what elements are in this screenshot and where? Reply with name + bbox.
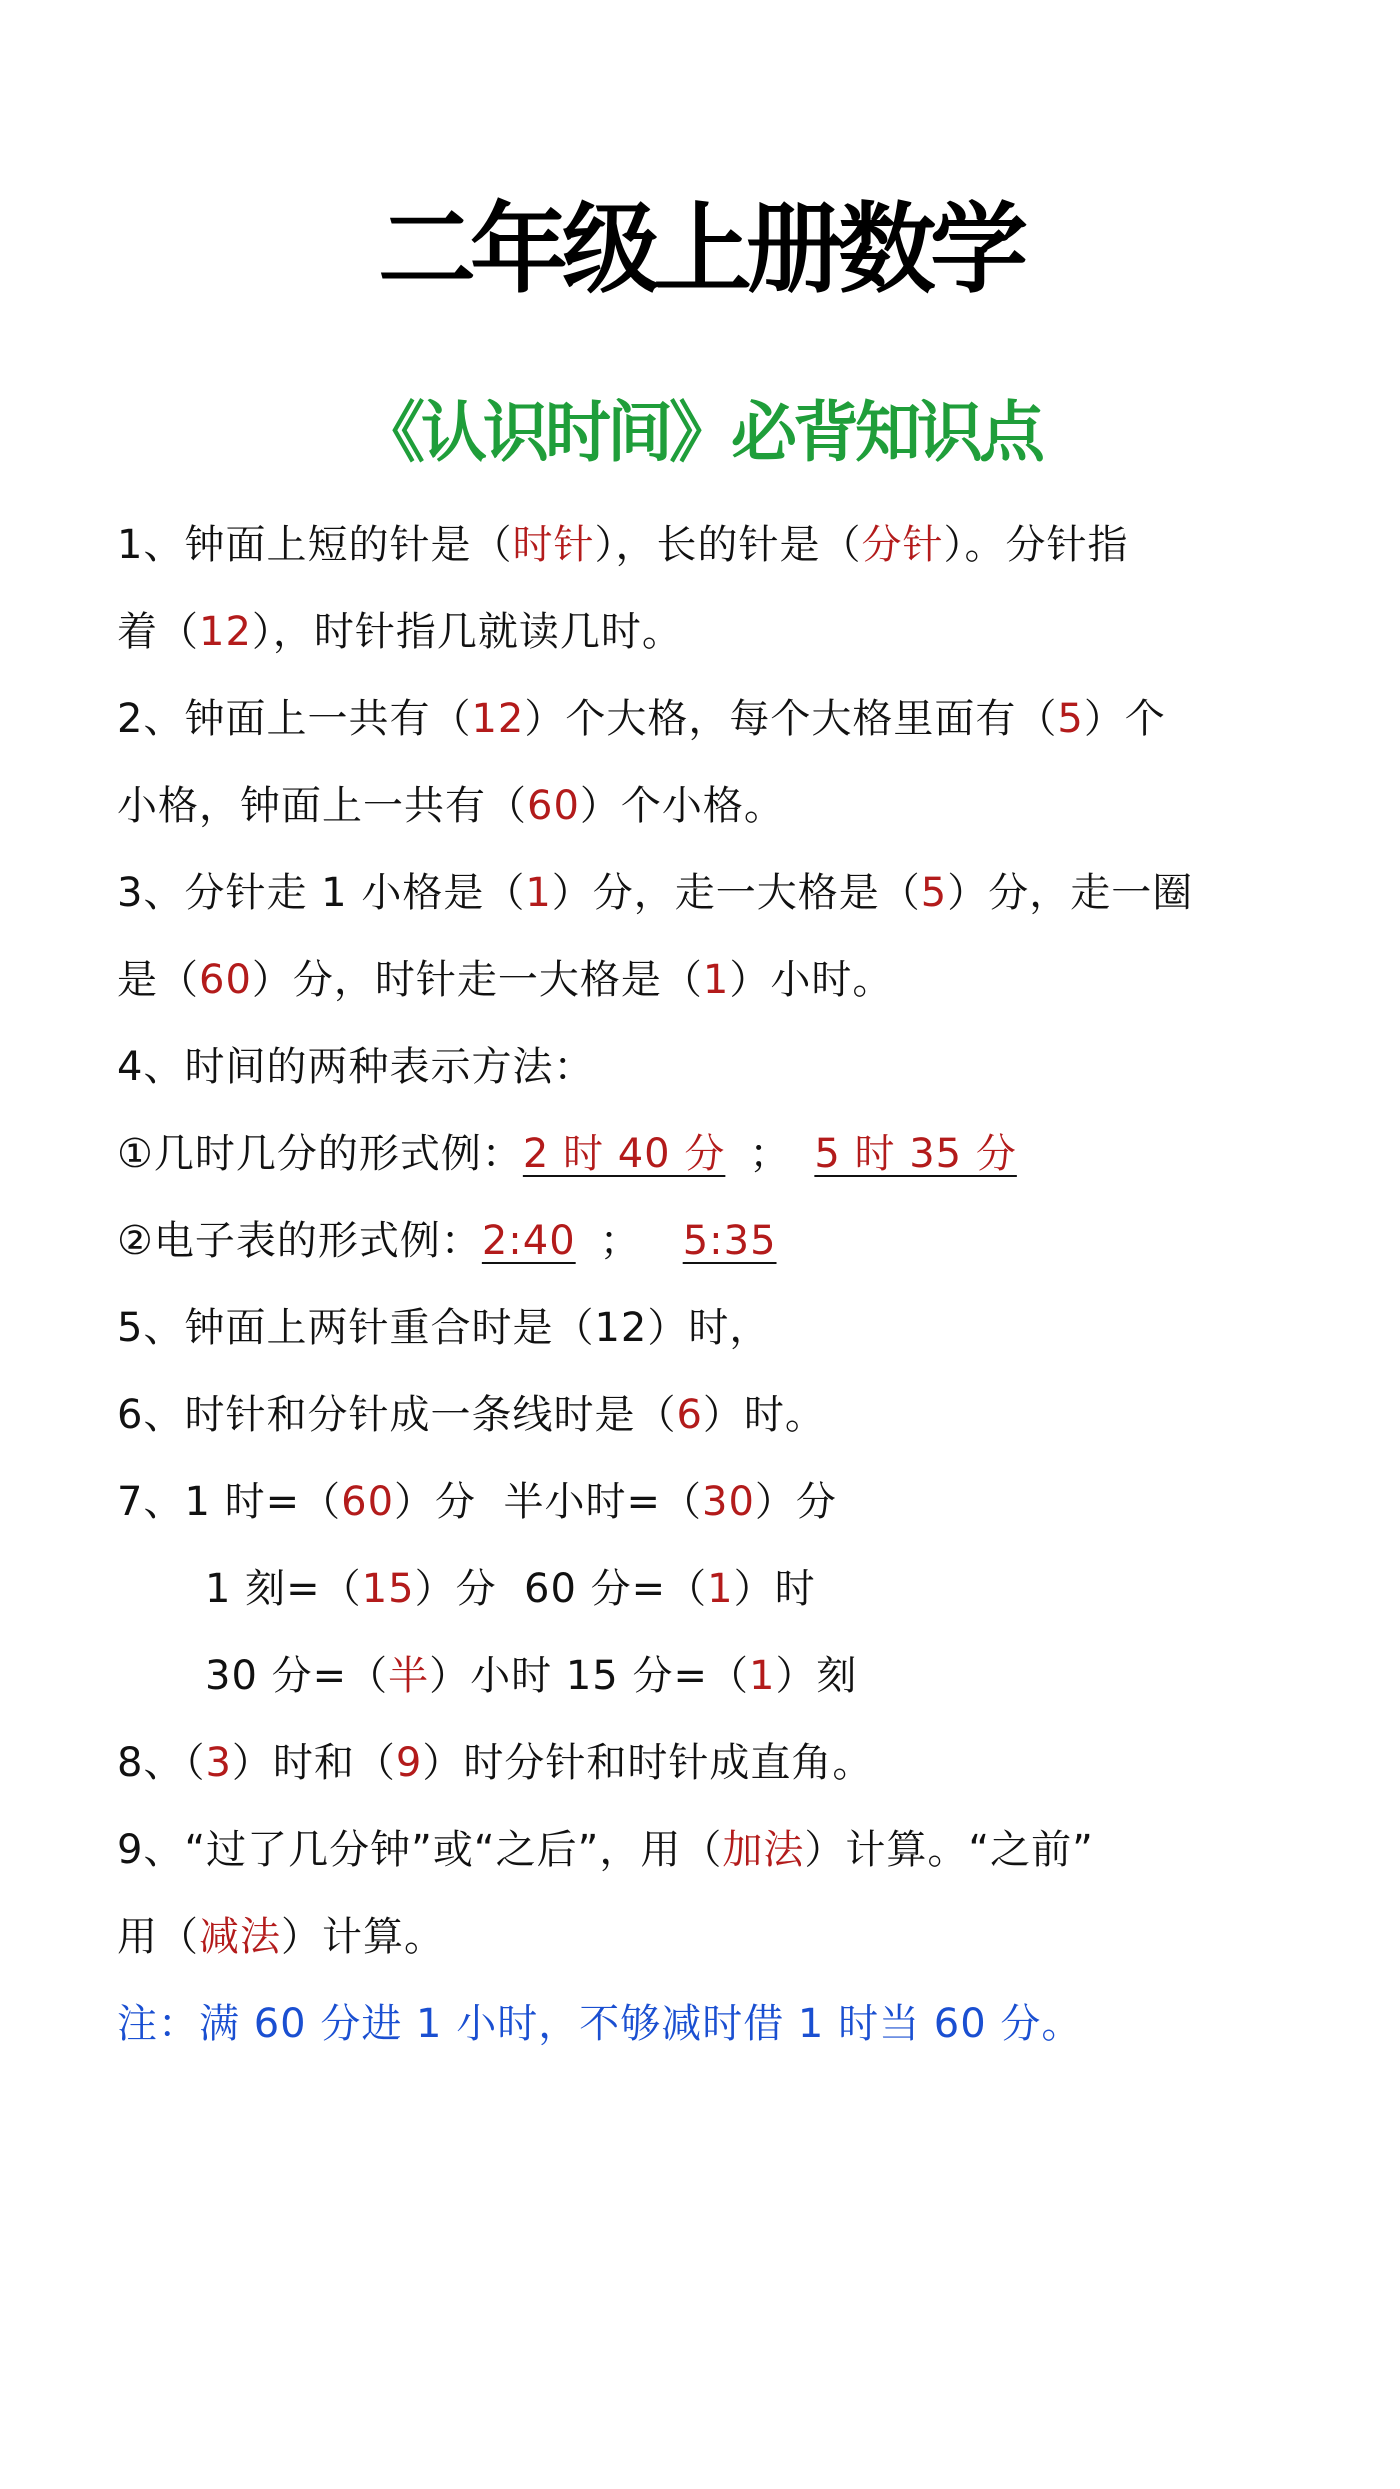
text-segment: 用（ xyxy=(117,1914,199,1960)
point-4-example-1 xyxy=(117,1124,1017,1184)
point-7-line-3 xyxy=(205,1646,857,1706)
answer-value: 15 xyxy=(361,1566,415,1612)
text-segment: ）计算。 xyxy=(281,1914,445,1960)
point-1-line-2 xyxy=(117,602,683,662)
answer-value: 60 xyxy=(341,1479,395,1525)
text-segment: ）个 xyxy=(1083,696,1166,742)
point-4-heading xyxy=(117,1037,594,1097)
answer-value: 1 xyxy=(525,870,552,916)
point-1-line-1 xyxy=(117,515,1128,575)
text-segment: 4、时间的两种表示方法： xyxy=(117,1044,595,1090)
answer-underlined: 2:40 xyxy=(481,1218,576,1264)
point-7-line-1 xyxy=(117,1472,837,1532)
point-9-line-2 xyxy=(117,1907,445,1967)
text-segment: ）个大格，每个大格里面有（ xyxy=(524,696,1058,742)
answer-value: 1 xyxy=(748,1653,776,1699)
point-3-line-2 xyxy=(117,950,893,1010)
note-line: 注：满 60 分进 1 小时，不够减时借 1 时当 60 分。 xyxy=(117,2001,1083,2047)
point-7-line-2 xyxy=(205,1559,816,1619)
text-segment: 3、分针走 1 小格是（ xyxy=(117,870,526,916)
answer-underlined: 5:35 xyxy=(682,1218,777,1264)
text-segment: ）时分针和时针成直角。 xyxy=(422,1740,874,1786)
text-segment: 7、1 时=（ xyxy=(117,1479,342,1525)
text-segment: 是（ xyxy=(117,957,199,1003)
text-segment: 2、钟面上一共有（ xyxy=(117,696,472,742)
answer-value: 5 xyxy=(1057,696,1084,742)
text-segment: ）时。 xyxy=(702,1392,826,1438)
point-5 xyxy=(117,1298,770,1358)
text-segment: ）个小格。 xyxy=(579,783,785,829)
text-segment: ； xyxy=(749,1131,791,1177)
answer-value: 60 xyxy=(527,783,580,829)
text-segment: ）刻 xyxy=(775,1653,858,1699)
answer-value: 1 xyxy=(702,957,730,1003)
text-segment: 1、钟面上短的针是（ xyxy=(117,522,513,568)
text-segment: ）分，时针走一大格是（ xyxy=(251,957,703,1003)
page-title: 二年级上册数学 xyxy=(377,193,1022,307)
text-segment: ）分 xyxy=(754,1479,837,1525)
text-segment: ），长的针是（ xyxy=(594,522,862,568)
point-3-line-1 xyxy=(117,863,1193,923)
answer-value: 半 xyxy=(388,1653,430,1699)
text-segment: ）分，走一圈 xyxy=(947,870,1194,916)
point-2-line-2 xyxy=(117,776,785,836)
answer-value: 12 xyxy=(199,609,252,655)
answer-value: 9 xyxy=(395,1740,423,1786)
answer-value: 3 xyxy=(205,1740,232,1786)
answer-subtraction: 减法 xyxy=(199,1914,281,1960)
text-segment: ； xyxy=(599,1218,641,1264)
answer-value: 60 xyxy=(199,957,252,1003)
text-segment: ②电子表的形式例： xyxy=(117,1218,482,1264)
point-9-line-1 xyxy=(117,1820,1094,1880)
text-segment: ）分 60 分=（ xyxy=(414,1566,708,1612)
point-8 xyxy=(117,1733,873,1793)
answer-value: 30 xyxy=(702,1479,755,1525)
text-segment: ）分，走一大格是（ xyxy=(551,870,921,916)
text-segment: ）计算。“之前” xyxy=(804,1827,1094,1873)
answer-hour-hand: 时针 xyxy=(512,522,595,568)
text-segment: 1 刻=（ xyxy=(205,1566,362,1612)
answer-value: 6 xyxy=(676,1392,703,1438)
answer-value: 1 xyxy=(707,1566,734,1612)
text-segment: ）小时 15 分=（ xyxy=(429,1653,749,1699)
answer-underlined: 2 时 40 分 xyxy=(522,1131,726,1177)
answer-underlined: 5 时 35 分 xyxy=(814,1131,1017,1177)
text-segment: 小格，钟面上一共有（ xyxy=(117,783,527,829)
point-6 xyxy=(117,1385,826,1445)
text-segment: 9、“过了几分钟”或“之后”，用（ xyxy=(117,1827,723,1873)
text-segment: 8、（ xyxy=(117,1740,206,1786)
answer-value: 12 xyxy=(471,696,525,742)
answer-addition: 加法 xyxy=(722,1827,805,1873)
text-segment: ），时针指几就读几时。 xyxy=(251,609,683,655)
text-segment: ）时 xyxy=(733,1566,816,1612)
text-segment: ①几时几分的形式例： xyxy=(117,1131,523,1177)
point-2-line-1 xyxy=(117,689,1166,749)
text-segment: ）小时。 xyxy=(729,957,894,1003)
text-segment: 着（ xyxy=(117,609,199,655)
page-subtitle: 《认识时间》必背知识点 xyxy=(359,394,1041,471)
answer-value: 5 xyxy=(920,870,948,916)
text-segment: ）分 半小时=（ xyxy=(394,1479,702,1525)
text-segment: ）。分针指 xyxy=(943,522,1129,568)
text-segment: 6、时针和分针成一条线时是（ xyxy=(117,1392,677,1438)
answer-minute-hand: 分针 xyxy=(861,522,944,568)
text-segment: ）时和（ xyxy=(231,1740,396,1786)
text-segment: 5、钟面上两针重合时是（12）时， xyxy=(117,1305,771,1351)
point-4-example-2 xyxy=(117,1211,777,1271)
text-segment: 30 分=（ xyxy=(205,1653,389,1699)
